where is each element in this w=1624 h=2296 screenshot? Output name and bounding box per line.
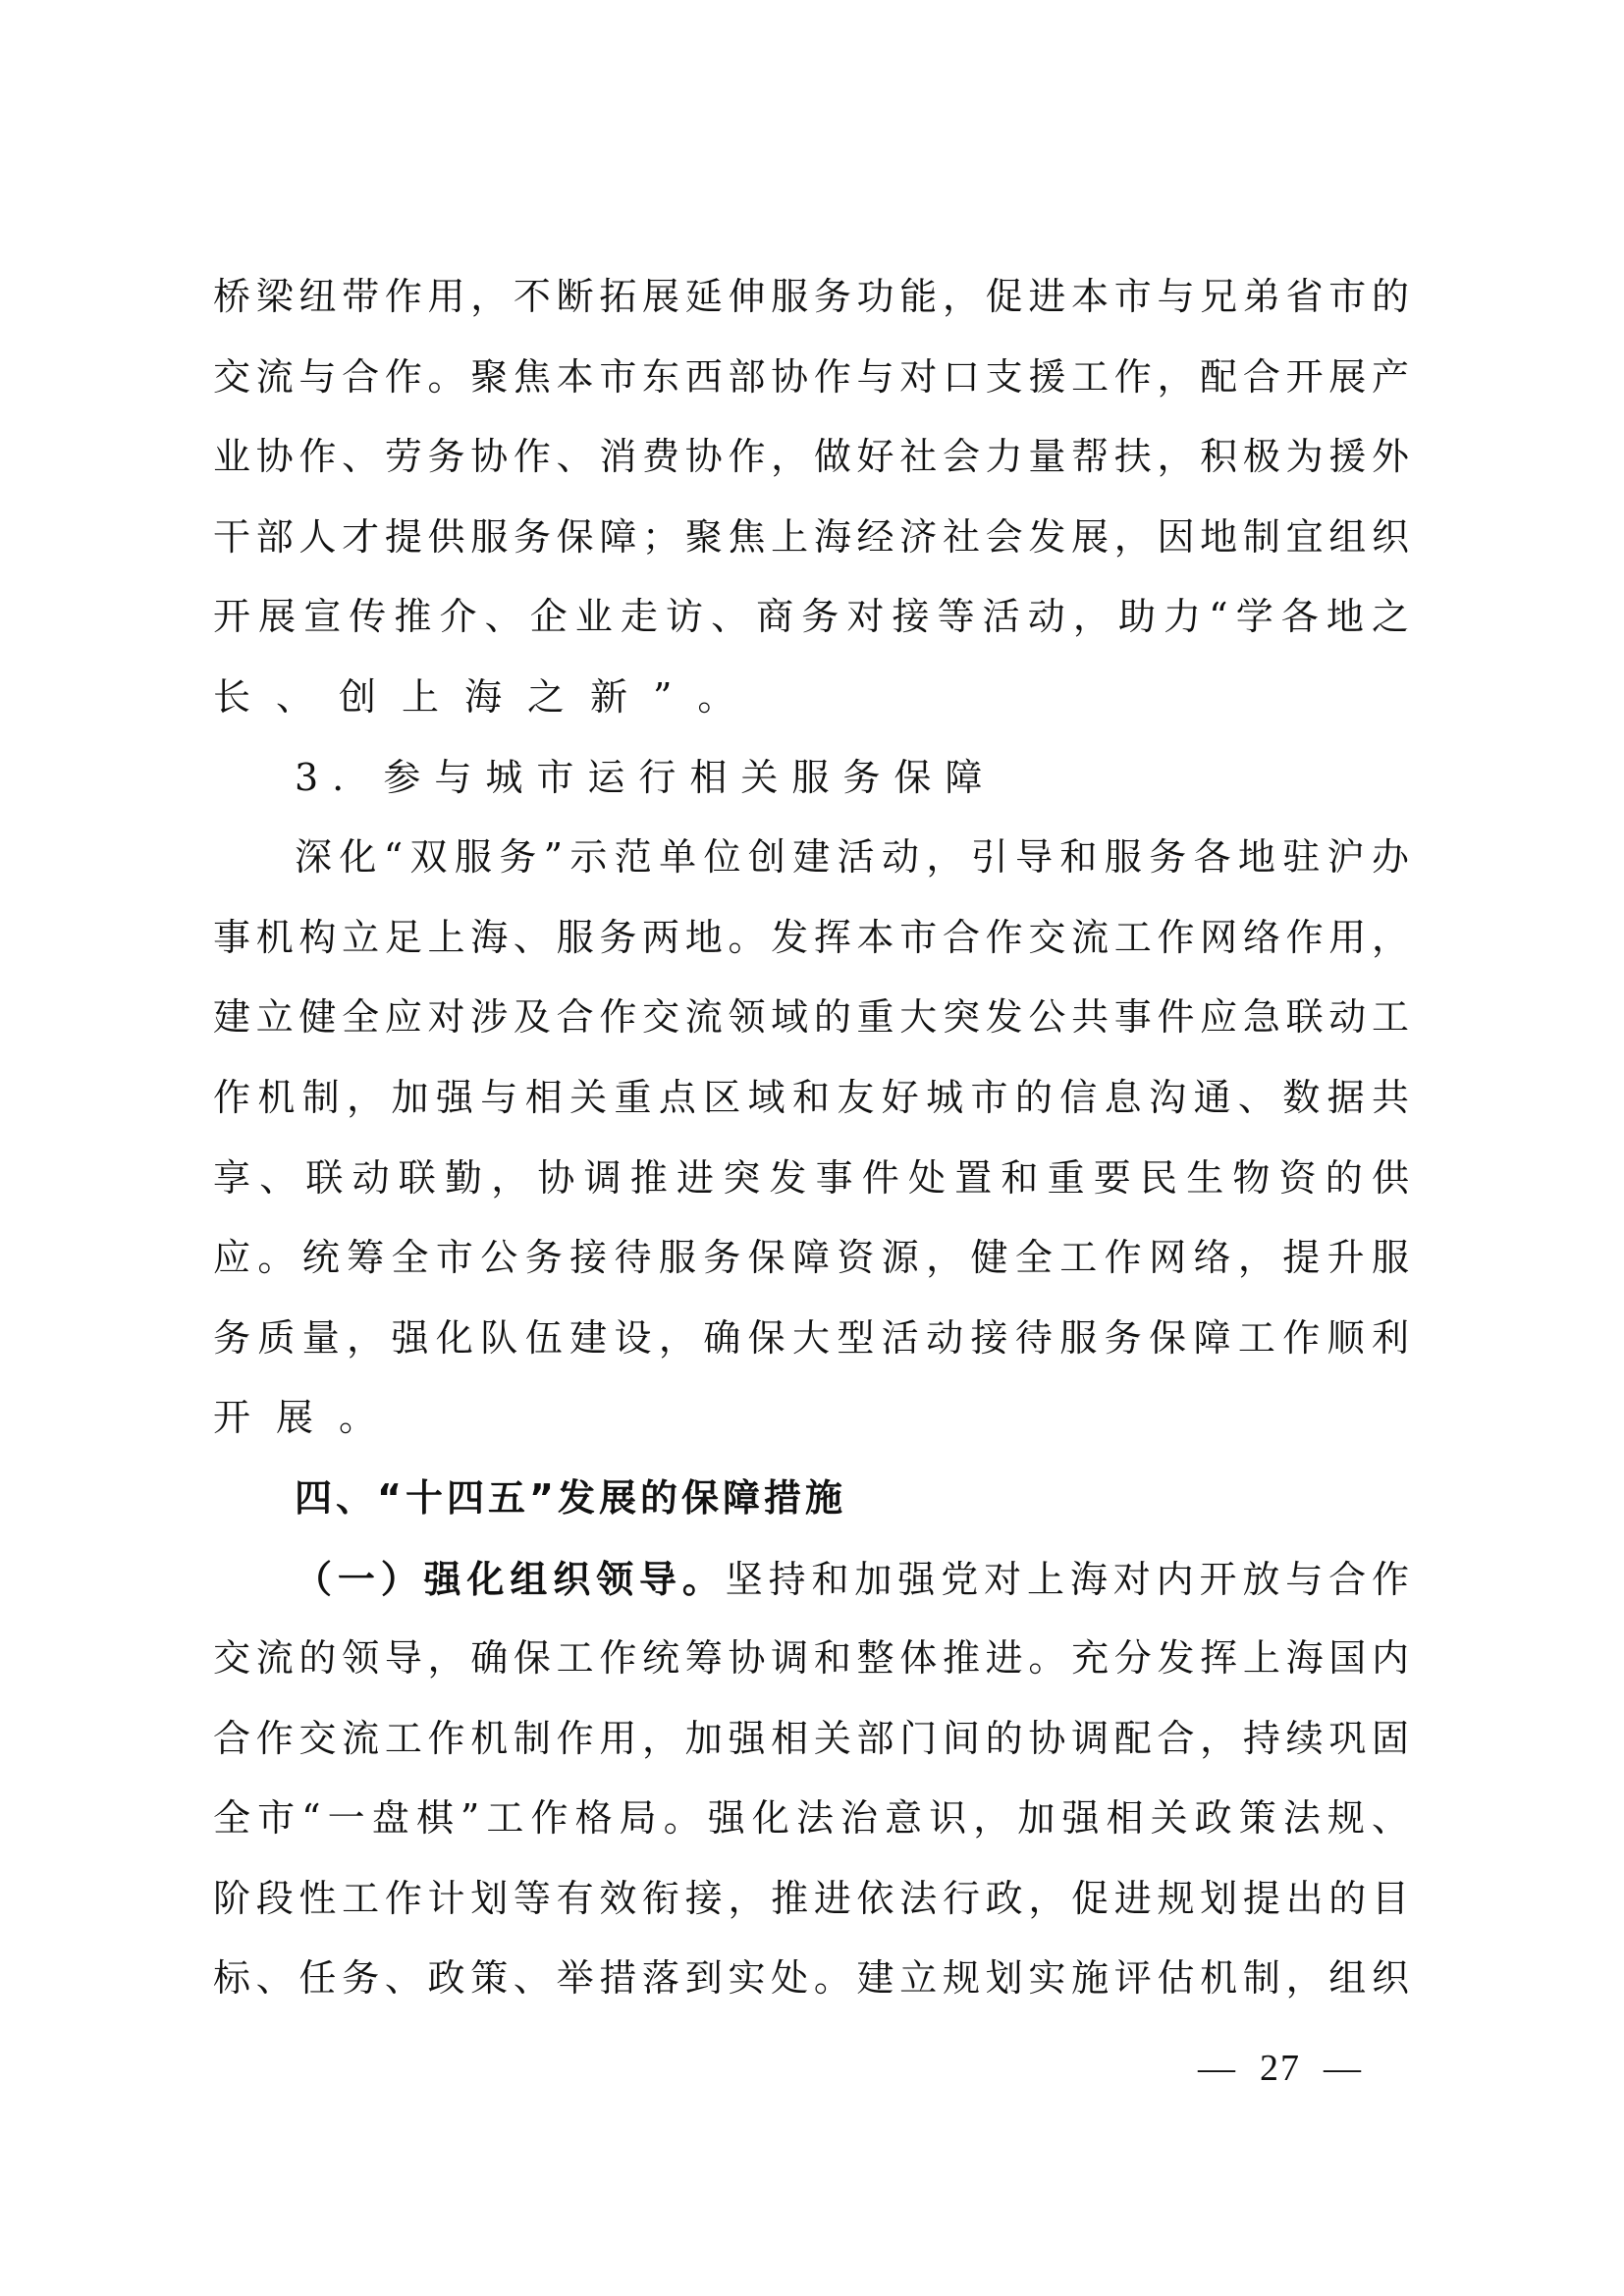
page-number: — 27 — (1198, 2048, 1363, 2089)
paragraph-line: 应。统筹全市公务接待服务保障资源，健全工作网络，提升服 (213, 1236, 1409, 1280)
paragraph-line: 享、联动联勤，协调推进突发事件处置和重要民生物资的供 (213, 1155, 1409, 1200)
paragraph-line: 合作交流工作机制作用，加强相关部门间的协调配合，持续巩固 (213, 1716, 1409, 1760)
paragraph-line: 干部人才提供服务保障；聚焦上海经济社会发展，因地制宜组织 (213, 514, 1409, 559)
paragraph-line: 作机制，加强与相关重点区域和友好城市的信息沟通、数据共 (213, 1075, 1409, 1119)
section-heading: 四、“十四五”发展的保障措施 (295, 1475, 846, 1520)
document-body (213, 257, 1409, 2019)
paragraph-line: 全市“一盘棋”工作格局。强化法治意识，加强相关政策法规、 (213, 1796, 1409, 1841)
paragraph-line: 建立健全应对涉及合作交流领域的重大突发公共事件应急联动工 (213, 995, 1409, 1040)
paragraph-line: 长、创上海之新”。 (213, 674, 761, 719)
measure-label: （一）强化组织领导。 (295, 1556, 726, 1601)
paragraph-line: 交流的领导，确保工作统筹协调和整体推进。充分发挥上海国内 (213, 1636, 1409, 1681)
measure-first-line (213, 1539, 1409, 1620)
paragraph-line: 交流与合作。聚焦本市东西部协作与对口支援工作，配合开展产 (213, 354, 1409, 399)
paragraph-line: 桥梁纽带作用，不断拓展延伸服务功能，促进本市与兄弟省市的 (213, 275, 1409, 318)
paragraph-line: 业协作、劳务协作、消费协作，做好社会力量帮扶，积极为援外 (213, 435, 1409, 479)
subsection-title: 3. 参与城市运行相关服务保障 (295, 755, 997, 799)
paragraph-line: 开展。 (213, 1396, 403, 1440)
paragraph-line: 标、任务、政策、举措落到实处。建立规划实施评估机制，组织 (213, 1956, 1409, 2001)
paragraph-line: 务质量，强化队伍建设，确保大型活动接待服务保障工作顺利 (213, 1315, 1409, 1360)
paragraph-line: 深化“双服务”示范单位创建活动，引导和服务各地驻沪办 (295, 835, 1409, 880)
paragraph-line: 阶段性工作计划等有效衔接，推进依法行政，促进规划提出的目 (213, 1876, 1409, 1920)
measure-text: 坚持和加强党对上海对内开放与合作 (725, 1557, 1409, 1601)
paragraph-line: 事机构立足上海、服务两地。发挥本市合作交流工作网络作用， (213, 915, 1409, 959)
paragraph-line: 开展宣传推介、企业走访、商务对接等活动，助力“学各地之 (213, 595, 1409, 639)
